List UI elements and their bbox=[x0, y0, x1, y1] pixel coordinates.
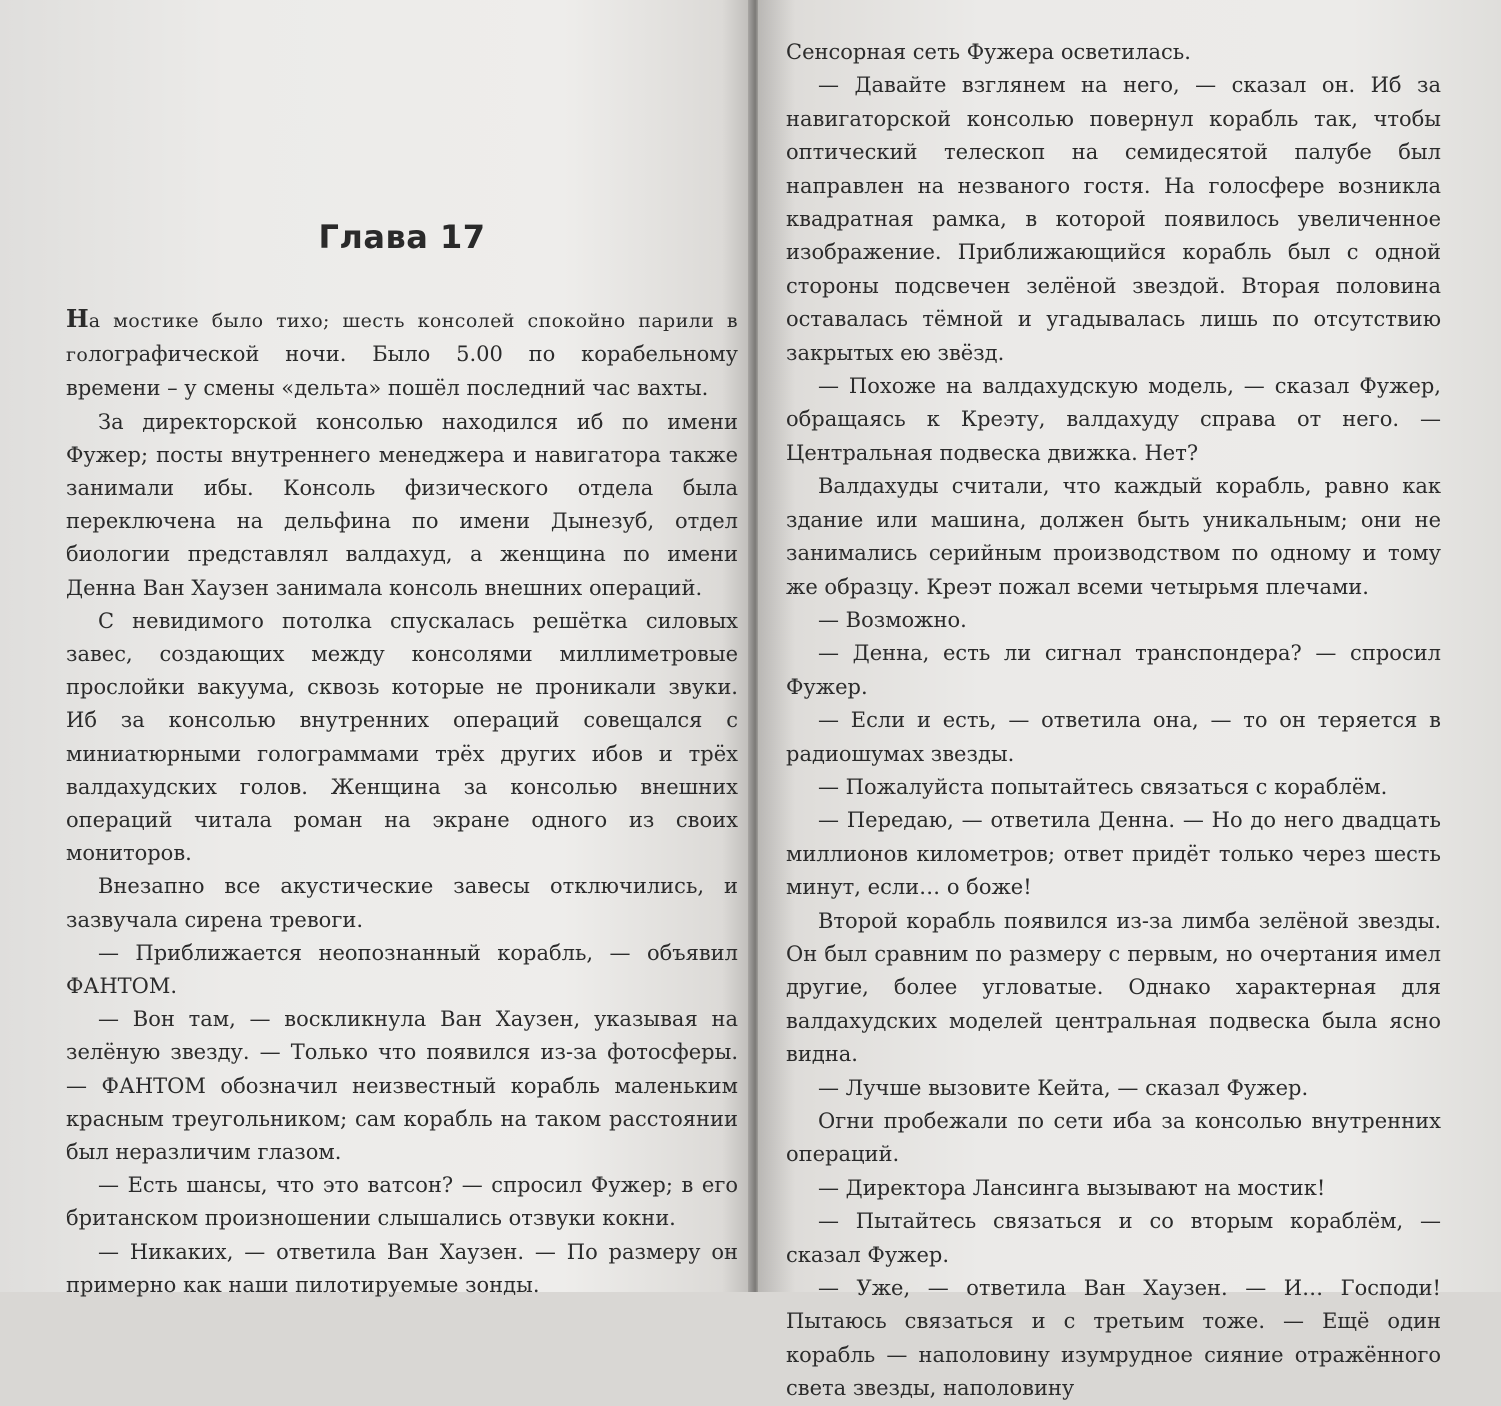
paragraph: — Есть шансы, что это ватсон? — спросил Фужер; в его британском произношении слышались отзвуки кокни. bbox=[66, 1173, 738, 1231]
paragraph: Огни пробежали по сети иба за консолью внутренних операций. bbox=[786, 1109, 1441, 1167]
paragraph: — Никаких, — ответила Ван Хаузен. — По размеру он примерно как наши пилотируемые зонды. bbox=[66, 1239, 738, 1297]
paragraph-text: лографической ночи. Было 5.00 по корабельному времени – у смены «дельта» пошёл последний час вахты. bbox=[66, 342, 738, 401]
paragraph: — Если и есть, — ответила она, — то он теряется в радиошумах звезды. bbox=[786, 708, 1441, 766]
paragraph bbox=[66, 302, 738, 406]
drop-cap: Н bbox=[66, 304, 89, 333]
paragraph: Сенсорная сеть Фужера осветилась. bbox=[786, 40, 1191, 64]
paragraph: Второй корабль появился из-за лимба зелёной звезды. Он был сравним по размеру с первым, но очертания имел другие, более угловатые. Однако характерная для валдахудских моделей центральная подвеска была ясно видна. bbox=[786, 908, 1441, 1067]
paragraph: — Приближается неопознанный корабль, — объявил ФАНТОМ. bbox=[66, 940, 738, 999]
paragraph: — Директора Лансинга вызывают на мостик! bbox=[818, 1175, 1326, 1200]
paragraph: — Уже, — ответила Ван Хаузен. — И… Господи! Пытаюсь связаться и с третьим тоже. — Ещё один корабль — наполовину изумрудное сияние отражённого света звезды, наполовину bbox=[786, 1276, 1441, 1401]
right-page bbox=[758, 0, 1501, 1401]
paragraph: — Передаю, — ответила Денна. — Но до него двадцать миллионов километров; ответ придёт только через шесть минут, если… о боже! bbox=[786, 808, 1441, 900]
paragraph: — Пытайтесь связаться и со вторым кораблём, — сказал Фужер. bbox=[786, 1209, 1441, 1267]
paragraph: За директорской консолью находился иб по имени Фужер; посты внутреннего менеджера и навигатора также занимали ибы. Консоль физического отдела была переключена на дельфина по имени Дынезуб, отдел биологии представлял валдахуд, а женщина по имени Денна Ван Хаузен занимала консоль внешних операций. bbox=[66, 409, 738, 600]
lead-in-smallcaps: а мостике было тихо; шесть консолей спокойно парили в го bbox=[66, 310, 738, 367]
paragraph: — Давайте взглянем на него, — сказал он. Иб за навигаторской консолью повернул корабль так, чтобы оптический телескоп на семидесятой палубе был направлен на незваного гостя. На голосфере возникла квадратная рамка, в которой появилось увеличенное изображение. Приближающийся корабль был с одной стороны подсвечен зелёной звездой. Вторая половина оставалась тёмной и угадывалась лишь по отсутствию закрытых ею звёзд. bbox=[786, 73, 1441, 365]
paragraph: — Возможно. bbox=[818, 607, 967, 632]
paragraph: С невидимого потолка спускалась решётка силовых завес, создающих между консолями миллиметровые прослойки вакуума, сквозь которые не проникали звуки. Иб за консолью внутренних операций совещался с миниатюрными голограммами трёх других ибов и трёх валдахудских голов. Женщина за консолью внешних операций читала роман на экране одного из своих мониторов. bbox=[66, 608, 738, 866]
paragraph: — Вон там, — воскликнула Ван Хаузен, указывая на зелёную звезду. — Только что появился из-за фотосферы. — ФАНТОМ обозначил неизвестный корабль маленьким красным треугольником; сам корабль на таком расстоянии был неразличим глазом. bbox=[66, 1007, 738, 1165]
paragraph: Внезапно все акустические завесы отключились, и зазвучала сирена тревоги. bbox=[66, 874, 738, 932]
right-page-body bbox=[786, 36, 1441, 1406]
left-page-body bbox=[66, 302, 738, 1302]
paragraph: Валдахуды считали, что каждый корабль, равно как здание или машина, должен быть уникальным; они не занимались серийным производством по одному и тому же образцу. Креэт пожал всеми четырьмя плечами. bbox=[786, 474, 1441, 599]
chapter-title: Глава 17 bbox=[318, 218, 486, 256]
paragraph: — Пожалуйста попытайтесь связаться с кораблём. bbox=[818, 774, 1388, 799]
paragraph: — Денна, есть ли сигнал транспондера? — спросил Фужер. bbox=[786, 641, 1441, 699]
left-page bbox=[0, 0, 752, 1297]
paragraph: — Похоже на валдахудскую модель, — сказал Фужер, обращаясь к Креэту, валдахуду справа от него. — Центральная подвеска движка. Нет? bbox=[786, 374, 1441, 465]
paragraph: — Лучше вызовите Кейта, — сказал Фужер. bbox=[818, 1075, 1309, 1100]
